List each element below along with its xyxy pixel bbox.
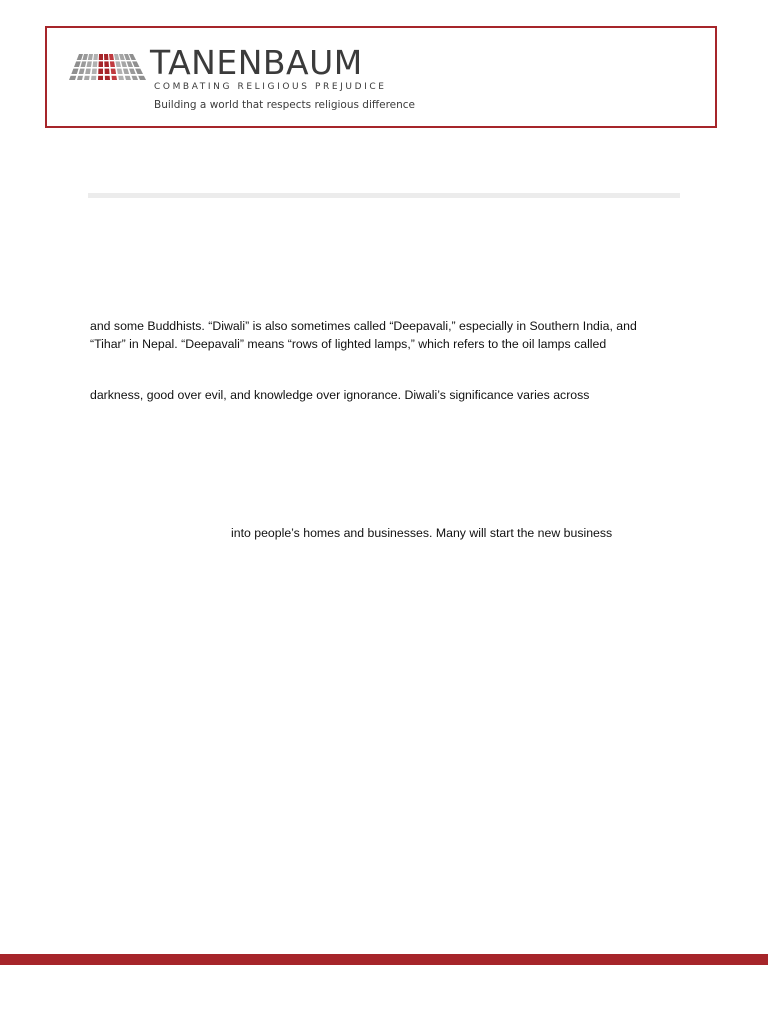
body-text-line: darkness, good over evil, and knowledge over ignorance. Diwali’s significance varies across: [90, 388, 590, 402]
body-text-line: and some Buddhists. “Diwali” is also sometimes called “Deepavali,” especially in Southern India, and: [90, 319, 637, 333]
section-divider: [88, 193, 680, 198]
body-text-line: “Tihar” in Nepal. “Deepavali” means “rows of lighted lamps,” which refers to the oil lamps called: [90, 337, 607, 351]
logo-org-name: TANENBAUM: [150, 43, 363, 82]
logo-grid-icon: [67, 50, 149, 82]
logo-tagline: COMBATING RELIGIOUS PREJUDICE: [154, 82, 387, 92]
body-text-line: into people’s homes and businesses. Many will start the new business: [231, 526, 613, 540]
logo-motto: Building a world that respects religious difference: [154, 99, 416, 111]
footer-bar: [0, 954, 768, 965]
letterhead: [45, 26, 717, 128]
